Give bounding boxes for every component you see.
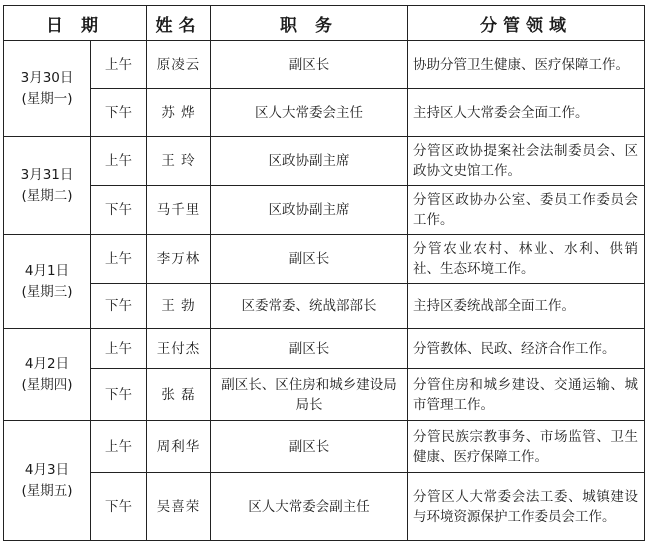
person-name: 王 勃 xyxy=(147,284,211,329)
person-name: 马千里 xyxy=(147,186,211,235)
person-name: 苏 烨 xyxy=(147,89,211,137)
date-label: 4月3日 xyxy=(24,461,70,478)
duty-cell: 分管民族宗教事务、市场监管、卫生健康、医疗保障工作。 xyxy=(408,421,645,473)
date-label: 4月1日 xyxy=(24,262,70,279)
half-day-cell: 下午 xyxy=(91,473,147,541)
duty-cell: 主持区委统战部全面工作。 xyxy=(408,284,645,329)
table-row xyxy=(4,421,645,473)
weekday-label: (星期四) xyxy=(21,376,73,393)
header-duty: 分管领域 xyxy=(408,6,645,41)
duty-cell: 协助分管卫生健康、医疗保障工作。 xyxy=(408,41,645,89)
date-cell xyxy=(4,41,91,137)
duty-schedule-table xyxy=(3,5,645,541)
duty-cell: 分管教体、民政、经济合作工作。 xyxy=(408,329,645,369)
post-cell: 副区长、区住房和城乡建设局局长 xyxy=(211,369,408,421)
half-day-cell: 上午 xyxy=(91,235,147,284)
date-label: 3月30日 xyxy=(20,69,74,86)
person-name: 王付杰 xyxy=(147,329,211,369)
weekday-label: (星期三) xyxy=(21,283,73,300)
post-cell: 区人大常委会主任 xyxy=(211,89,408,137)
date-label: 4月2日 xyxy=(24,355,70,372)
duty-cell: 分管农业农村、林业、水利、供销社、生态环境工作。 xyxy=(408,235,645,284)
header-post: 职 务 xyxy=(211,6,408,41)
header-date: 日 期 xyxy=(4,6,147,41)
person-name: 张 磊 xyxy=(147,369,211,421)
header-row xyxy=(4,6,645,41)
date-label: 3月31日 xyxy=(20,166,74,183)
duty-cell: 主持区人大常委会全面工作。 xyxy=(408,89,645,137)
post-cell: 副区长 xyxy=(211,421,408,473)
table-row xyxy=(4,137,645,186)
weekday-label: (星期一) xyxy=(21,90,73,107)
half-day-cell: 上午 xyxy=(91,421,147,473)
post-cell: 副区长 xyxy=(211,41,408,89)
post-cell: 区人大常委会副主任 xyxy=(211,473,408,541)
table-row xyxy=(4,186,645,235)
date-cell xyxy=(4,235,91,329)
half-day-cell: 下午 xyxy=(91,284,147,329)
half-day-cell: 下午 xyxy=(91,89,147,137)
table-row xyxy=(4,41,645,89)
post-cell: 区政协副主席 xyxy=(211,186,408,235)
post-cell: 区政协副主席 xyxy=(211,137,408,186)
table-row xyxy=(4,473,645,541)
half-day-cell: 下午 xyxy=(91,186,147,235)
half-day-cell: 上午 xyxy=(91,137,147,186)
weekday-label: (星期二) xyxy=(21,187,73,204)
person-name: 王 玲 xyxy=(147,137,211,186)
person-name: 李万林 xyxy=(147,235,211,284)
duty-cell: 分管区人大常委会法工委、城镇建设与环境资源保护工作委员会工作。 xyxy=(408,473,645,541)
half-day-cell: 上午 xyxy=(91,329,147,369)
person-name: 吴喜荣 xyxy=(147,473,211,541)
table-row xyxy=(4,329,645,369)
duty-cell: 分管区政协提案社会法制委员会、区政协文史馆工作。 xyxy=(408,137,645,186)
half-day-cell: 上午 xyxy=(91,41,147,89)
half-day-cell: 下午 xyxy=(91,369,147,421)
date-cell xyxy=(4,329,91,421)
weekday-label: (星期五) xyxy=(21,482,73,499)
date-cell xyxy=(4,421,91,541)
duty-cell: 分管住房和城乡建设、交通运输、城市管理工作。 xyxy=(408,369,645,421)
table-row xyxy=(4,89,645,137)
table-row xyxy=(4,235,645,284)
table-row xyxy=(4,284,645,329)
person-name: 原凌云 xyxy=(147,41,211,89)
post-cell: 副区长 xyxy=(211,329,408,369)
post-cell: 副区长 xyxy=(211,235,408,284)
table-row xyxy=(4,369,645,421)
person-name: 周利华 xyxy=(147,421,211,473)
header-name: 姓名 xyxy=(147,6,211,41)
post-cell: 区委常委、统战部部长 xyxy=(211,284,408,329)
duty-cell: 分管区政协办公室、委员工作委员会工作。 xyxy=(408,186,645,235)
date-cell xyxy=(4,137,91,235)
